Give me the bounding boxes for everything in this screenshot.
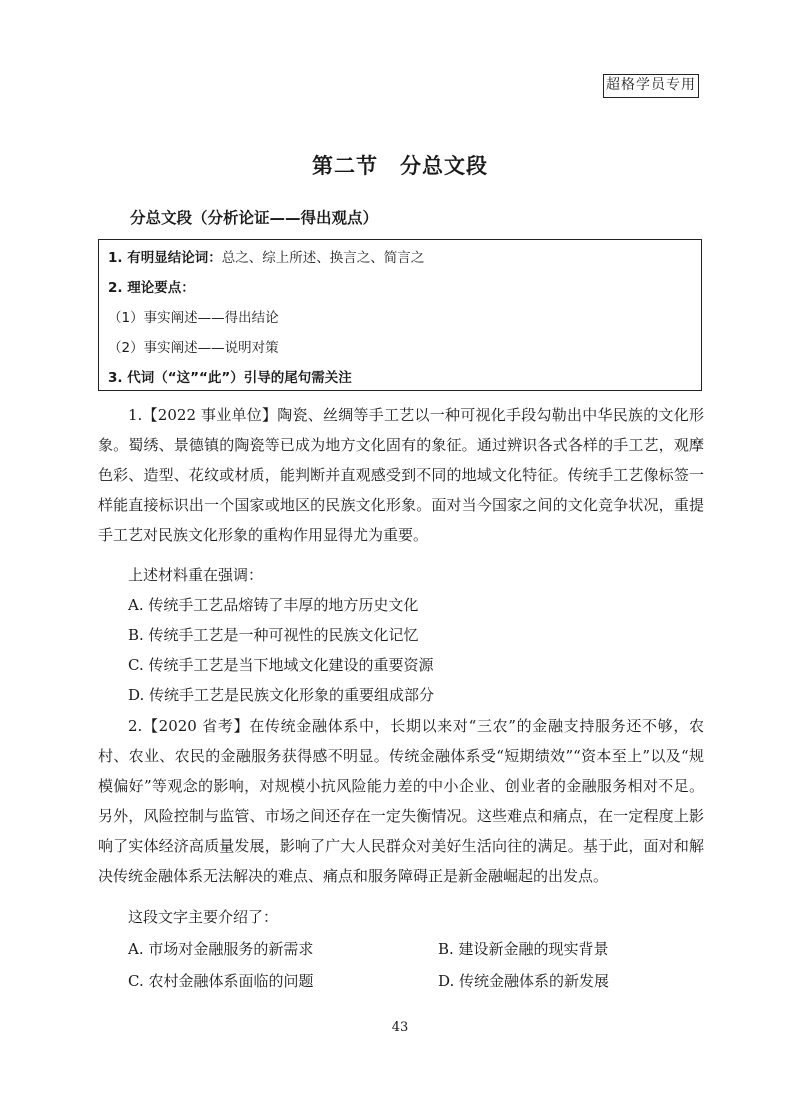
point-1 — [108, 246, 424, 266]
question-1-stem: 1.【2022 事业单位】陶瓷、丝绸等手工艺以一种可视化手段勾勒出中华民族的文化形象。蜀绣、景德镇的陶瓷等已成为地方文化固有的象征。通过辨识各式各样的手工艺，观摩色彩、造型、花纹或材质，能判断并直观感受到不同的地域文化特征。传统手工艺像标签一样能直接标识出一个国家或地区的民族文化形象。面对当今国家之间的文化竞争状况，重提手工艺对民族文化形象的重构作用显得尤为重要。 — [98, 406, 704, 544]
key-points-box — [98, 239, 702, 391]
point-2a: （1）事实阐述——得出结论 — [108, 310, 279, 326]
question-1-option-d: D. 传统手工艺是民族文化形象的重要组成部分 — [128, 686, 435, 704]
question-2-option-a: A. 市场对金融服务的新需求 — [128, 940, 314, 958]
point-1-label: 1. 有明显结论词： — [108, 250, 222, 266]
point-2-label: 2. 理论要点： — [108, 280, 195, 296]
question-1-option-a: A. 传统手工艺品熔铸了丰厚的地方历史文化 — [128, 596, 419, 614]
question-2-option-d: D. 传统金融体系的新发展 — [438, 972, 610, 990]
point-2b: （2）事实阐述——说明对策 — [108, 340, 279, 356]
point-1-text: 总之、综上所述、换言之、简言之 — [221, 250, 425, 266]
point-3: 3. 代词（“这”“此”）引导的尾句需关注 — [108, 370, 352, 386]
subtitle: 分总文段（分析论证——得出观点） — [130, 209, 379, 227]
question-2-prompt: 这段文字主要介绍了： — [128, 908, 279, 926]
question-1-option-c: C. 传统手工艺是当下地域文化建设的重要资源 — [128, 656, 434, 674]
question-2-option-c: C. 农村金融体系面临的问题 — [128, 972, 314, 990]
section-title: 第二节 分总文段 — [312, 154, 488, 178]
question-1-prompt: 上述材料重在强调： — [128, 566, 264, 584]
question-1-option-b: B. 传统手工艺是一种可视性的民族文化记忆 — [128, 626, 419, 644]
question-2-option-b: B. 建设新金融的现实背景 — [438, 940, 609, 958]
restricted-use-stamp: 超格学员专用 — [603, 74, 699, 98]
page-number: 43 — [391, 1020, 409, 1035]
question-2-stem: 2.【2020 省考】在传统金融体系中，长期以来对“三农”的金融支持服务还不够，农村、农业、农民的金融服务获得感不明显。传统金融体系受“短期绩效”“资本至上”以及“规模偏好”等观念的影响，对规模小抗风险能力差的中小企业、创业者的金融服务相对不足。另外，风险控制与监管、市场之间还存在一定失衡情况。这些难点和痛点，在一定程度上影响了实体经济高质量发展，影响了广大人民群众对美好生活向往的满足。基于此，面对和解决传统金融体系无法解决的难点、痛点和服务障碍正是新金融崛起的出发点。 — [98, 717, 704, 885]
